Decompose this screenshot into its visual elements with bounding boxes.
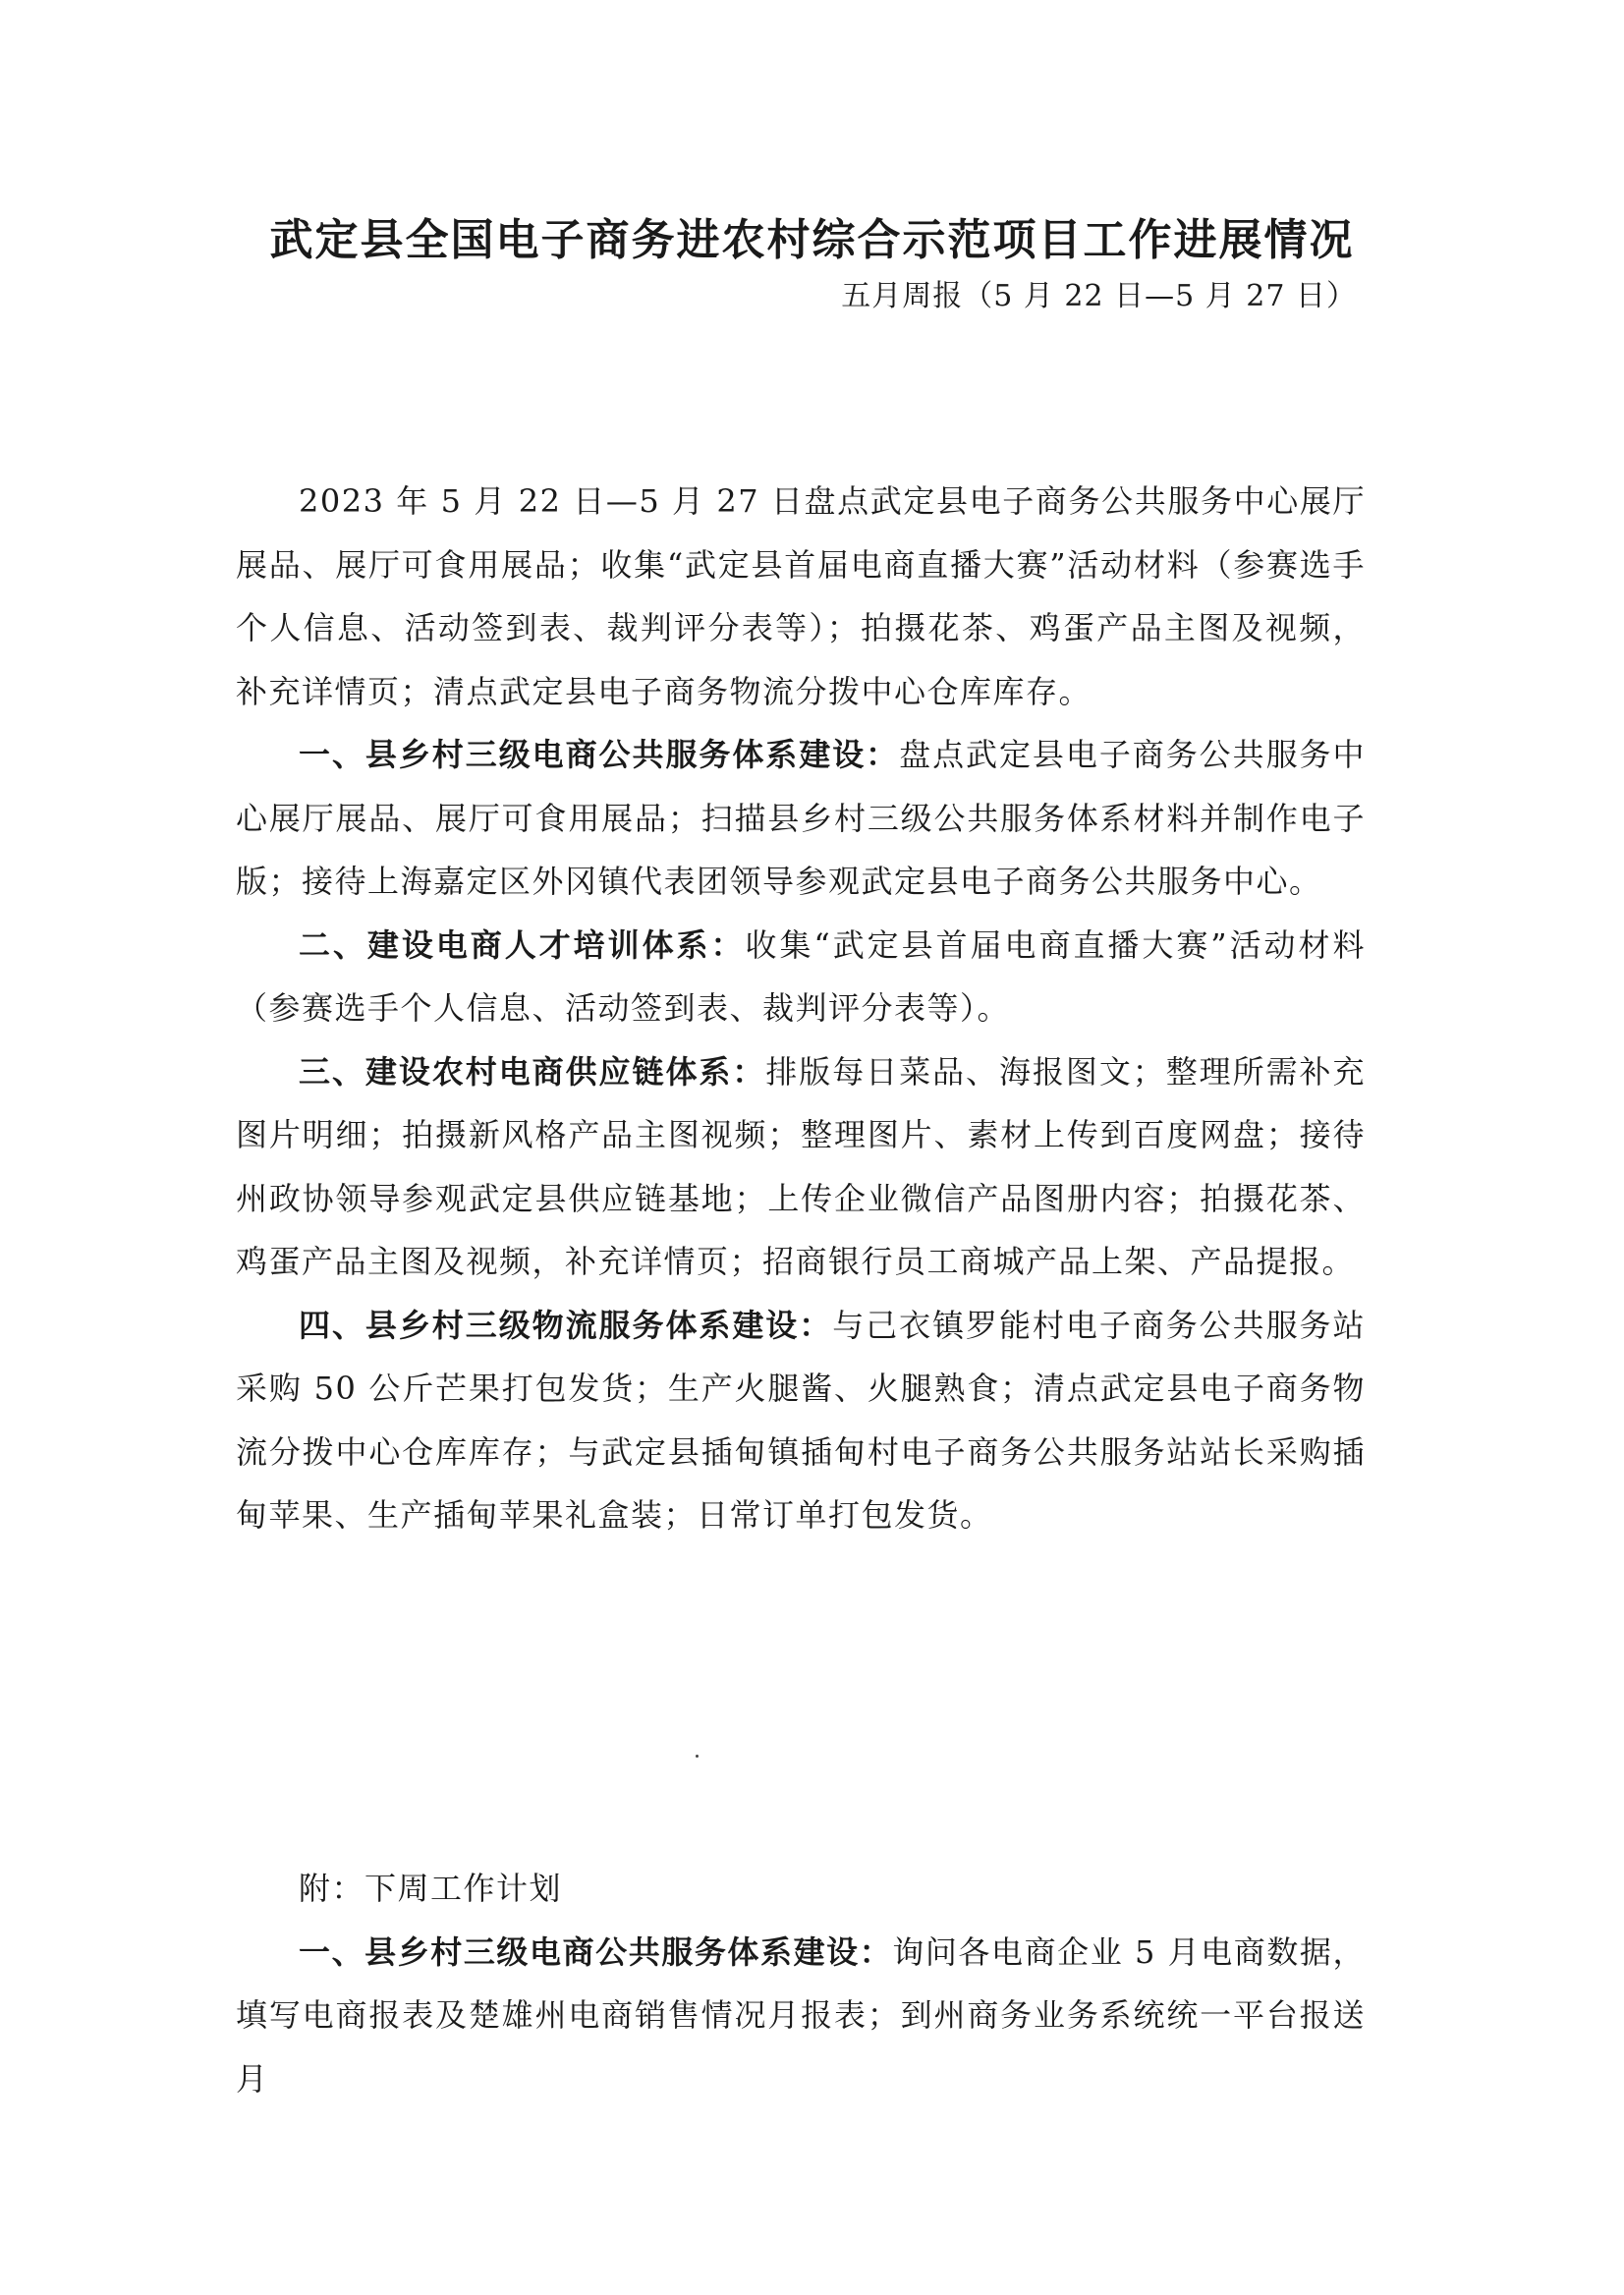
section-2-text: 收集“武定县首届电商直播大赛”活动材料（参赛选手个人信息、活动签到表、裁判评分表等）。 (236, 925, 1366, 1027)
section-3-text: 排版每日菜品、海报图文；整理所需补充图片明细；拍摄新风格产品主图视频；整理图片、素材上传到百度网盘；接待州政协领导参观武定县供应链基地；上传企业微信产品图册内容；拍摄花茶、鸡蛋产品主图及视频，补充详情页；招商银行员工商城产品上架、产品提报。 (236, 1052, 1366, 1280)
section-2-heading: 二、建设电商人才培训体系： (299, 925, 746, 964)
section-3 (236, 1040, 1366, 1294)
section-4-heading: 四、县乡村三级物流服务体系建设： (299, 1306, 833, 1344)
document-subtitle: 五月周报（5 月 22 日—5 月 27 日） (841, 279, 1357, 313)
annex-item-1-heading: 一、县乡村三级电商公共服务体系建设： (299, 1932, 893, 1971)
section-1-heading: 一、县乡村三级电商公共服务体系建设： (299, 736, 900, 773)
section-4 (236, 1294, 1366, 1547)
annex-section (236, 1857, 1366, 2110)
intro-paragraph: 2023 年 5 月 22 日—5 月 27 日盘点武定县电子商务公共服务中心展厅展品、展厅可食用展品；收集“武定县首届电商直播大赛”活动材料（参赛选手个人信息、活动签到表、裁判评分表等）；拍摄花茶、鸡蛋产品主图及视频，补充详情页；清点武定县电子商务物流分拨中心仓库库存。 (236, 482, 1366, 710)
section-3-heading: 三、建设农村电商供应链体系： (299, 1052, 766, 1091)
scan-speck (696, 1755, 699, 1758)
document-title: 武定县全国电子商务进农村综合示范项目工作进展情况 (269, 215, 1355, 265)
section-1 (236, 723, 1366, 914)
section-1-text: 盘点武定县电子商务公共服务中心展厅展品、展厅可食用展品；扫描县乡村三级公共服务体系材料并制作电子版；接待上海嘉定区外冈镇代表团领导参观武定县电子商务公共服务中心。 (236, 736, 1366, 900)
report-body (236, 470, 1366, 1547)
section-4-text: 与己衣镇罗能村电子商务公共服务站采购 50 公斤芒果打包发货；生产火腿酱、火腿熟食；清点武定县电子商务物流分拨中心仓库库存；与武定县插甸镇插甸村电子商务公共服务站站长采购插甸苹果、生产插甸苹果礼盒装；日常订单打包发货。 (236, 1306, 1366, 1534)
annex-label: 附：下周工作计划 (299, 1870, 563, 1907)
section-2 (236, 914, 1366, 1040)
annex-item-1 (236, 1921, 1366, 2111)
annex-item-1-text: 询问各电商企业 5 月电商数据，填写电商报表及楚雄州电商销售情况月报表；到州商务业务系统统一平台报送月 (236, 1932, 1366, 2098)
